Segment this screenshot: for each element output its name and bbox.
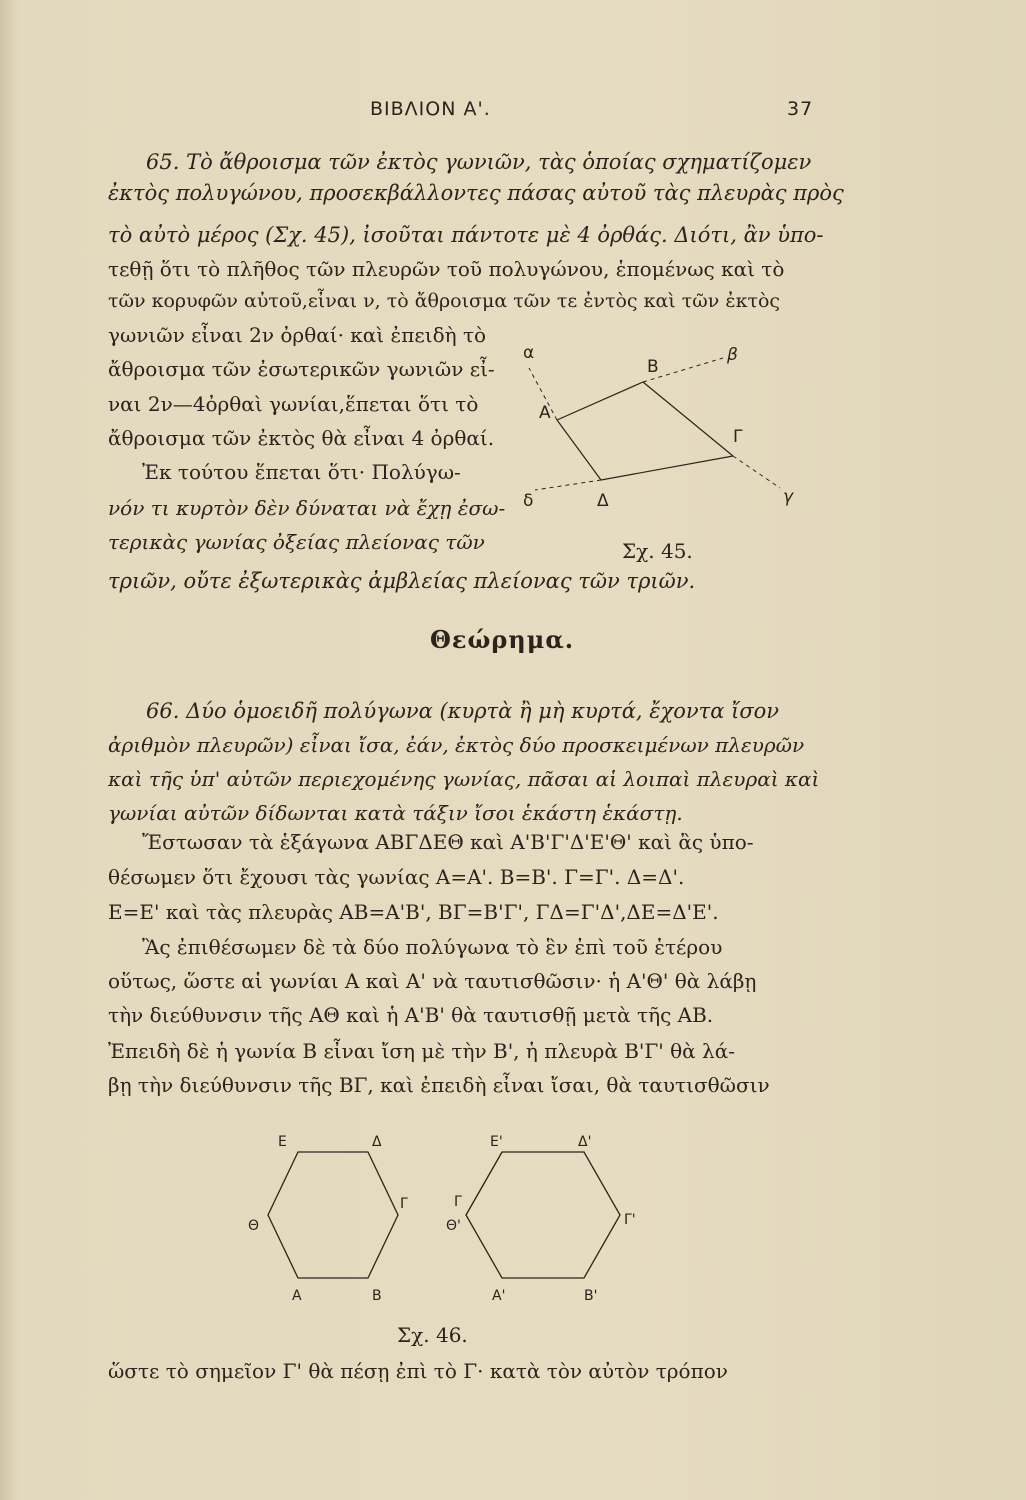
figure-label: Θ': [446, 1218, 461, 1234]
text-line: γωνίαι αὐτῶν δίδωνται κατὰ τάξιν ἴσοι ἑκάστη ἑκάστῃ.: [108, 801, 683, 825]
figure-label: Γ: [733, 427, 743, 447]
figure-label: Α: [292, 1288, 302, 1304]
figure-label: δ: [523, 491, 534, 511]
text-line: ἐκτὸς πολυγώνου, προσεκβάλλοντες πάσας αὐτοῦ τὰς πλευρὰς πρὸς: [108, 181, 844, 205]
text-line: ἄθροισμα τῶν ἐκτὸς θὰ εἶναι 4 ὀρθαί.: [108, 426, 495, 450]
figure-label: Α: [539, 403, 551, 423]
hexagon-left: [268, 1152, 398, 1278]
figure-line: [466, 1152, 502, 1215]
text-line: Ἔστωσαν τὰ ἑξάγωνα ΑΒΓΔΕΘ καὶ Α'Β'Γ'Δ'Ε'Θ' καὶ ἂς ὑπο-: [142, 830, 754, 854]
text-line: γωνιῶν εἶναι 2ν ὀρθαί· καὶ ἐπειδὴ τὸ: [108, 323, 487, 347]
figure-label: Δ: [372, 1134, 382, 1150]
figure-label: β: [727, 345, 738, 365]
figure-label: Γ': [624, 1212, 636, 1228]
text-line: τὸ αὐτὸ μέρος (Σχ. 45), ἰσοῦται πάντοτε μὲ 4 ὀρθάς. Διότι, ἂν ὑπο-: [108, 223, 824, 247]
figure-45-exterior-angles: [505, 330, 835, 520]
figure-46-caption: Σχ. 46.: [397, 1323, 468, 1347]
section-title: Θεώρημα.: [430, 625, 575, 654]
running-title: ΒΙΒΛΙΟΝ Α'.: [370, 98, 491, 120]
text-line: ἀριθμὸν πλευρῶν) εἶναι ἴσα, ἐάν, ἐκτὸς δύο προσκειμένων πλευρῶν: [108, 733, 805, 757]
figure-label: Δ: [597, 491, 609, 511]
figure-label: Δ': [578, 1134, 592, 1150]
text-line: Ἂς ἐπιθέσωμεν δὲ τὰ δύο πολύγωνα τὸ ἓν ἐπὶ τοῦ ἑτέρου: [142, 935, 723, 959]
text-line: 65. Τὸ ἄθροισμα τῶν ἐκτὸς γωνιῶν, τὰς ὁποίας σχηματίζομεν: [146, 150, 812, 174]
figure-dashed-line: [535, 480, 601, 490]
page-number: 37: [787, 98, 814, 120]
figure-label: Β: [372, 1288, 382, 1304]
text-line: τριῶν, οὔτε ἐξωτερικὰς ἀμβλείας πλείονας τῶν τριῶν.: [108, 569, 696, 593]
figure-label: γ: [783, 487, 794, 507]
figure-line: [643, 382, 733, 456]
text-line: Ἐπειδὴ δὲ ἡ γωνία Β εἶναι ἴση μὲ τὴν Β', ἡ πλευρὰ Β'Γ' θὰ λά-: [108, 1039, 735, 1063]
text-line: οὕτως, ὥστε αἱ γωνίαι Α καὶ Α' νὰ ταυτισθῶσιν· ἡ Α'Θ' θὰ λάβῃ: [108, 969, 757, 993]
text-line: καὶ τῆς ὑπ' αὐτῶν περιεχομένης γωνίας, πᾶσαι αἱ λοιπαὶ πλευραὶ καὶ: [108, 767, 820, 791]
text-line: νόν τι κυρτὸν δὲν δύναται νὰ ἔχῃ ἐσω-: [108, 496, 506, 520]
figure-label: Ε: [278, 1134, 287, 1150]
figure-45-caption: Σχ. 45.: [622, 539, 693, 563]
figure-label: α: [523, 343, 535, 363]
text-line: ναι 2ν—4ὀρθαὶ γωνίαι,ἕπεται ὅτι τὸ: [108, 392, 479, 416]
text-line: τερικὰς γωνίας ὀξείας πλείονας τῶν: [108, 530, 485, 554]
figure-label: Θ: [248, 1218, 260, 1234]
figure-line: [601, 456, 733, 480]
text-line: βῃ τὴν διεύθυνσιν τῆς ΒΓ, καὶ ἐπειδὴ εἶναι ἴσαι, θὰ ταυτισθῶσιν: [108, 1073, 770, 1097]
text-line: 66. Δύο ὁμοειδῆ πολύγωνα (κυρτὰ ἢ μὴ κυρτά, ἔχοντα ἴσον: [146, 699, 780, 723]
figure-line: [557, 382, 643, 420]
figure-46-hexagons: [240, 1130, 700, 1310]
figure-label: Α': [492, 1288, 506, 1304]
figure-label: Γ: [454, 1194, 462, 1210]
text-line: τῶν κορυφῶν αὐτοῦ,εἶναι ν, τὸ ἄθροισμα τῶν τε ἐντὸς καὶ τῶν ἐκτὸς: [108, 290, 781, 312]
figure-label: Β: [647, 357, 659, 377]
hexagon-right: [466, 1152, 620, 1278]
text-line: Ἐκ τούτου ἕπεται ὅτι· Πολύγω-: [142, 460, 461, 484]
figure-dashed-line: [733, 456, 780, 488]
text-line: Ε=Ε' καὶ τὰς πλευρὰς ΑΒ=Α'Β', ΒΓ=Β'Γ', ΓΔ=Γ'Δ',ΔΕ=Δ'Ε'.: [108, 900, 719, 924]
text-line: τεθῇ ὅτι τὸ πλῆθος τῶν πλευρῶν τοῦ πολυγώνου, ἑπομένως καὶ τὸ: [108, 257, 785, 281]
figure-label: Γ: [400, 1196, 408, 1212]
text-line-last: ὥστε τὸ σημεῖον Γ' θὰ πέσῃ ἐπὶ τὸ Γ· κατὰ τὸν αὐτὸν τρόπον: [108, 1359, 728, 1383]
figure-label: Ε': [490, 1134, 503, 1150]
text-line: ἄθροισμα τῶν ἐσωτερικῶν γωνιῶν εἶ-: [108, 357, 495, 381]
figure-label: Β': [584, 1288, 598, 1304]
figure-line: [557, 420, 601, 480]
text-line: τὴν διεύθυνσιν τῆς ΑΘ καὶ ἡ Α'Β' θὰ ταυτισθῇ μετὰ τῆς ΑΒ.: [108, 1003, 714, 1027]
text-line: θέσωμεν ὅτι ἔχουσι τὰς γωνίας Α=Α'. Β=Β'. Γ=Γ'. Δ=Δ'.: [108, 865, 685, 889]
